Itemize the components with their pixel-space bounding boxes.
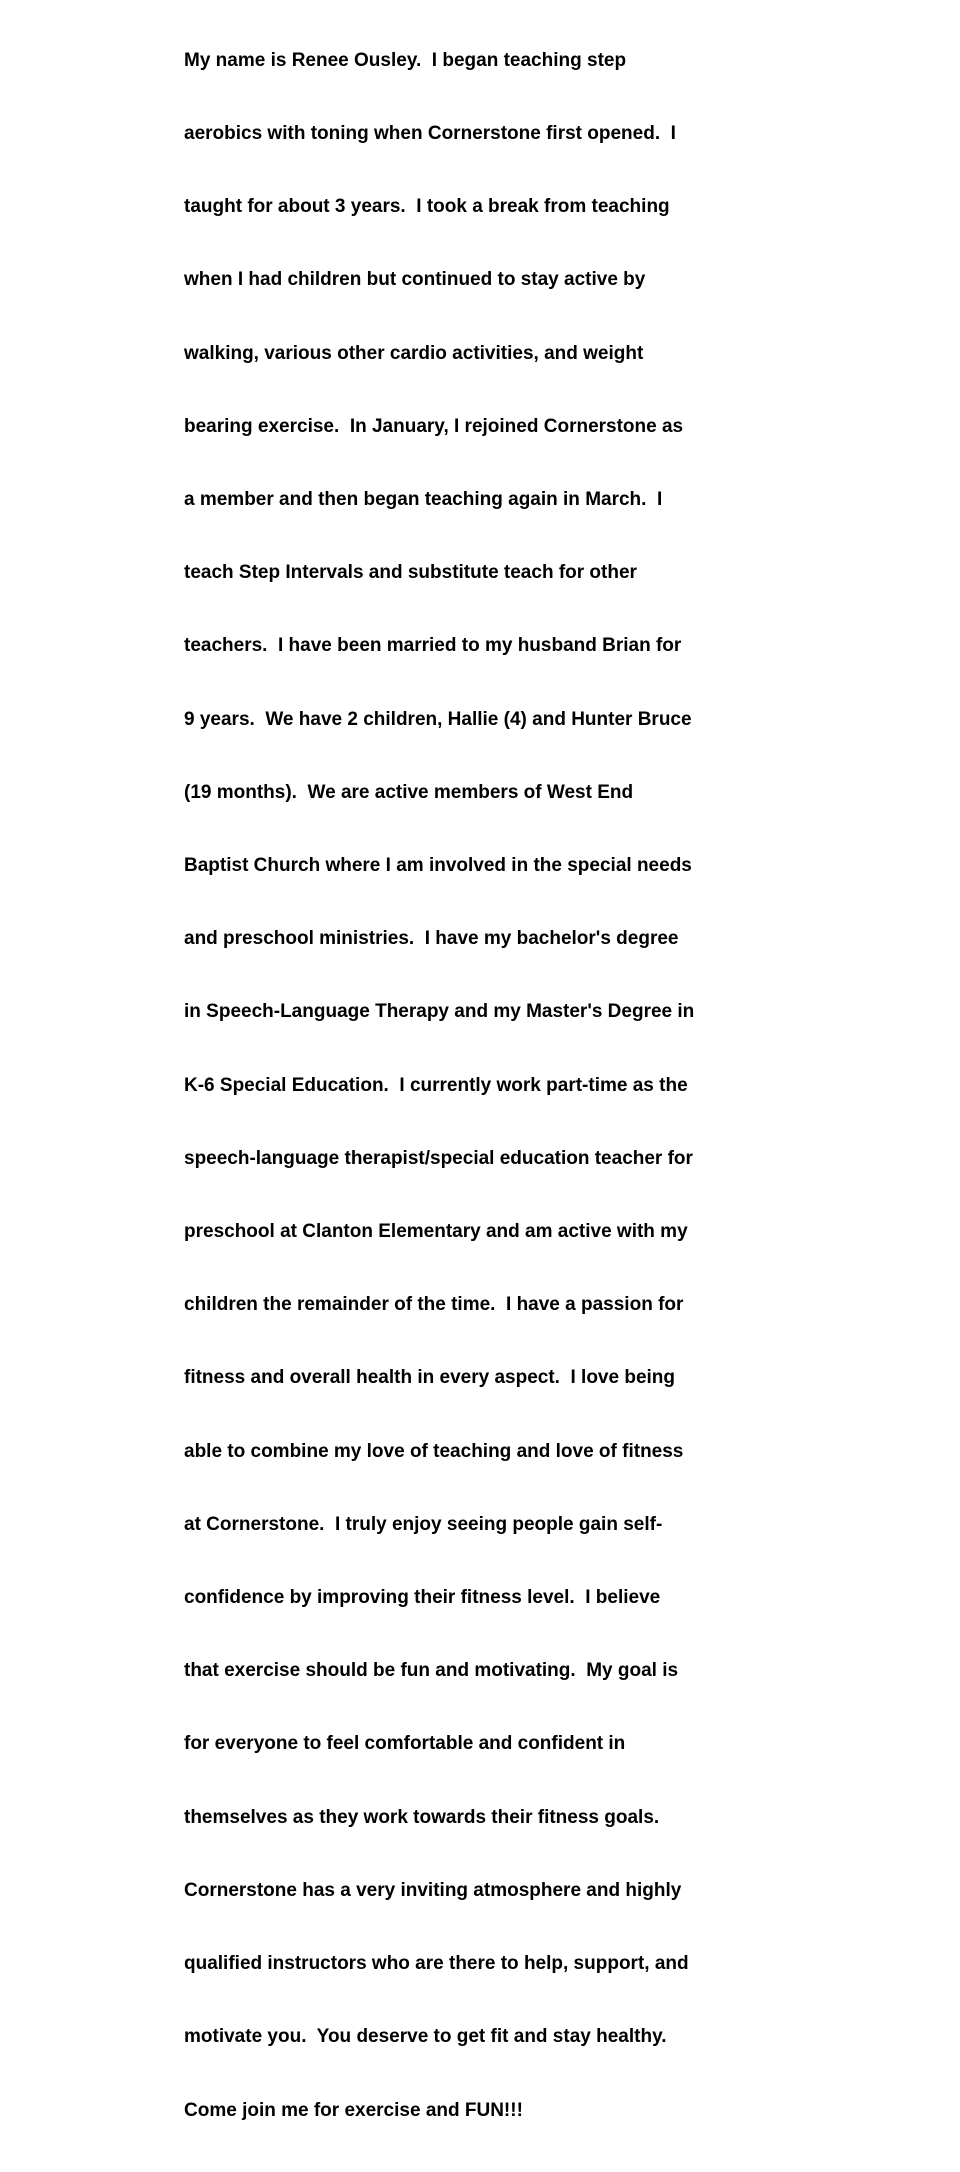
bio-line: speech-language therapist/special education teacher for [184, 1147, 693, 1169]
bio-line: K-6 Special Education. I currently work part-time as the [184, 1074, 688, 1096]
bio-line: teachers. I have been married to my husband Brian for [184, 635, 682, 657]
bio-line: taught for about 3 years. I took a break from teaching [184, 196, 670, 218]
bio-line: teach Step Intervals and substitute teach for other [184, 562, 637, 584]
bio-text [184, 0, 960, 2172]
bio-line: children the remainder of the time. I have a passion for [184, 1294, 684, 1316]
bio-line: a member and then began teaching again in March. I [184, 489, 663, 511]
bio-line: able to combine my love of teaching and love of fitness [184, 1440, 684, 1462]
bio-line: fitness and overall health in every aspect. I love being [184, 1367, 676, 1389]
bio-line: for everyone to feel comfortable and confident in [184, 1733, 626, 1755]
bio-line: Baptist Church where I am involved in the special needs [184, 855, 692, 877]
bio-line: aerobics with toning when Cornerstone first opened. I [184, 123, 676, 145]
bio-line: 9 years. We have 2 children, Hallie (4) and Hunter Bruce [184, 708, 692, 730]
bio-line: and preschool ministries. I have my bachelor's degree [184, 928, 679, 950]
bio-line: motivate you. You deserve to get fit and stay healthy. [184, 2026, 667, 2048]
bio-line: (19 months). We are active members of West End [184, 781, 634, 803]
bio-line: bearing exercise. In January, I rejoined Cornerstone as [184, 415, 684, 437]
bio-line: Cornerstone has a very inviting atmosphere and highly [184, 1879, 682, 1901]
bio-line: when I had children but continued to stay active by [184, 269, 646, 291]
bio-line: My name is Renee Ousley. I began teaching step [184, 49, 627, 71]
bio-line: confidence by improving their fitness level. I believe [184, 1587, 661, 1609]
bio-line: themselves as they work towards their fitness goals. [184, 1806, 660, 1828]
bio-line: in Speech-Language Therapy and my Master's Degree in [184, 1001, 695, 1023]
bio-line: at Cornerstone. I truly enjoy seeing people gain self- [184, 1513, 663, 1535]
bio-line: Come join me for exercise and FUN!!! [184, 2099, 523, 2121]
bio-line: qualified instructors who are there to help, support, and [184, 1953, 689, 1975]
bio-line: that exercise should be fun and motivating. My goal is [184, 1660, 679, 1682]
bio-line: walking, various other cardio activities, and weight [184, 342, 644, 364]
bio-line: preschool at Clanton Elementary and am active with my [184, 1221, 688, 1243]
